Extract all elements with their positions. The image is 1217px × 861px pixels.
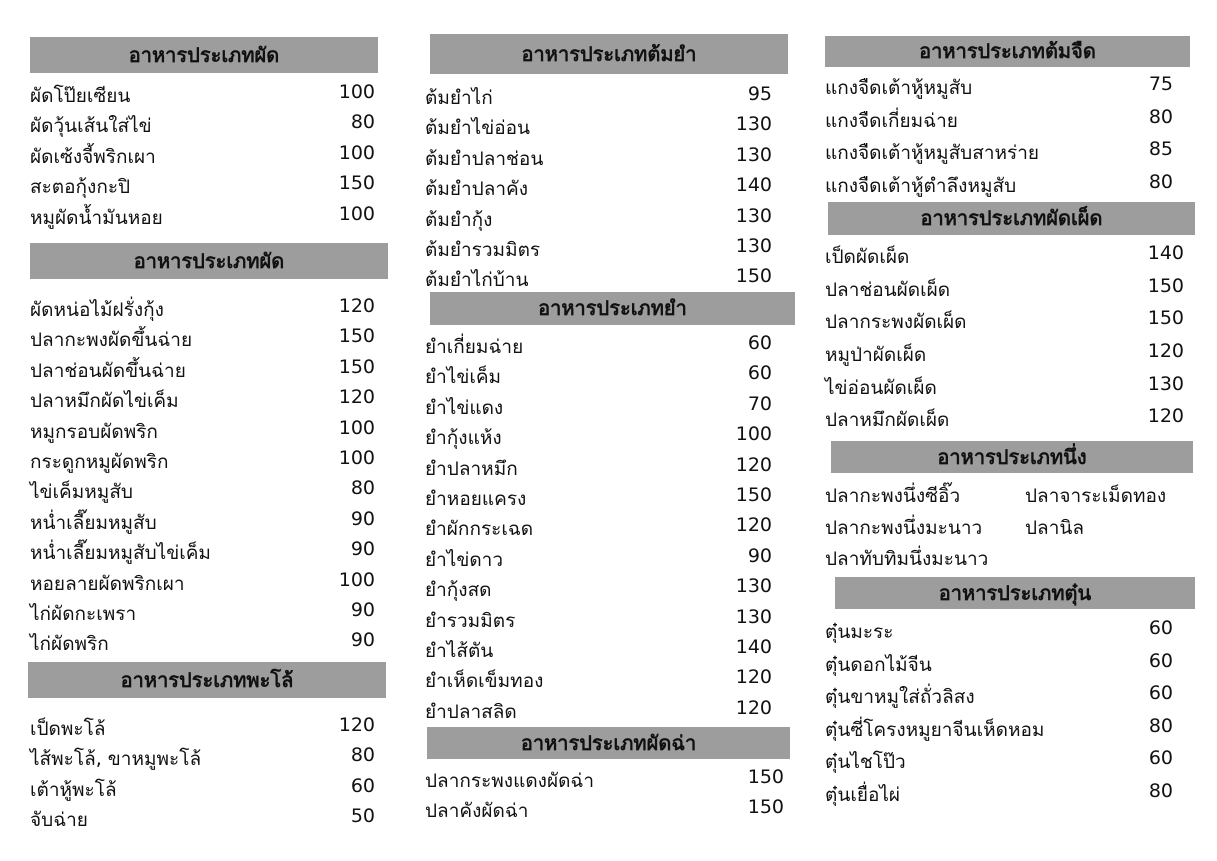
menu-item: [30, 565, 375, 595]
menu-item: [30, 321, 375, 351]
menu-item: [825, 477, 1185, 509]
menu-item: [825, 271, 1184, 304]
item-price: 80: [1148, 170, 1173, 193]
item-price: 80: [1148, 105, 1173, 128]
item-price: 100: [338, 81, 375, 103]
menu-item: [30, 595, 375, 625]
item-price: 80: [1148, 779, 1173, 802]
menu-item: [825, 711, 1173, 744]
menu-item: [825, 540, 1185, 572]
item-name: เป็ดผัดเผ็ด: [825, 246, 910, 268]
item-name: ตุ๋นขาหมูใส่ถั่วลิสง: [825, 686, 975, 709]
item-price: 150: [735, 265, 772, 288]
menu-item: [30, 534, 375, 564]
item-price: 75: [1148, 73, 1173, 95]
item-name: ยำกุ้งแห้ง: [425, 427, 502, 450]
menu-item: [425, 328, 772, 358]
item-name: ปลากระพงผัดเผ็ด: [825, 311, 967, 334]
menu-item: [425, 261, 772, 291]
item-price: 80: [350, 477, 375, 500]
menu-item: [425, 571, 772, 601]
item-name: หน่ำเลี๊ยมหมูสับ: [30, 511, 157, 534]
item-price: 85: [1148, 138, 1173, 160]
section-header: อาหารประเภทยำ: [430, 292, 795, 325]
item-price: 120: [338, 295, 375, 317]
item-price: 150: [747, 796, 784, 819]
menu-item: [425, 419, 772, 449]
item-price: 130: [735, 204, 772, 227]
item-price: 60: [350, 774, 375, 797]
item-name: ตุ๋นเยื่อไผ่: [825, 783, 901, 806]
item-name: ยำไข่แดง: [425, 396, 504, 419]
item-price: 120: [735, 514, 772, 537]
menu-item: [30, 199, 375, 229]
section-header: อาหารประเภทผัดฉ่า: [427, 727, 790, 759]
item-name: หมูป่าผัดเผ็ด: [825, 344, 927, 367]
item-name: ผัดวุ้นเส้นใส่ไข่: [30, 115, 152, 138]
menu-item: [30, 625, 375, 655]
menu-item: [425, 762, 784, 792]
item-name: ไก่ผัดกะเพรา: [30, 602, 137, 625]
item-price: 150: [747, 766, 784, 788]
menu-item: [425, 140, 772, 170]
item-name: ต้มยำไข่อ่อน: [425, 117, 531, 140]
menu-item: [425, 358, 772, 388]
section-header: อาหารประเภทพะโล้: [28, 662, 386, 698]
item-name: ผัดเซ้งจี้พริกเผา: [30, 145, 156, 168]
item-name: ผัดหน่อไม้ฝรั่งกุ้ง: [30, 299, 164, 321]
item-name: ไข่อ่อนผัดเผ็ด: [825, 376, 937, 399]
item-name: ยำกุ้งสด: [425, 579, 492, 602]
item-name: ปลาหมึกผัดเผ็ด: [825, 409, 950, 432]
item-price: 90: [350, 507, 375, 530]
item-name: กระดูกหมูผัดพริก: [30, 450, 169, 473]
item-name: ผัดโป๊ยเซียน: [30, 85, 131, 107]
menu-item: [30, 801, 375, 831]
menu-item: [30, 473, 375, 503]
item-name: ปลาช่อนผัดขึ้นฉ่าย: [30, 359, 186, 382]
item-price: 60: [1148, 747, 1173, 770]
item-price: 120: [338, 386, 375, 409]
menu-item: [825, 369, 1184, 402]
item-price: 120: [338, 714, 375, 736]
item-name: ยำหอยแครง: [425, 487, 527, 510]
section-header: อาหารประเภทผัด: [30, 37, 378, 73]
item-name: สะตอกุ้งกะปิ: [30, 176, 131, 199]
menu-item: [825, 678, 1173, 711]
menu-item: [425, 231, 772, 261]
item-price: 100: [338, 568, 375, 591]
item-price: 100: [338, 416, 375, 439]
section-header: อาหารประเภทตุ๋น: [835, 577, 1195, 609]
menu-item: [825, 509, 1185, 541]
item-price: 120: [735, 453, 772, 476]
menu-item: [30, 710, 375, 740]
menu-item: [825, 238, 1184, 271]
menu-item: [825, 743, 1173, 776]
item-price: 150: [735, 483, 772, 506]
item-name: ต้มยำกุ้ง: [425, 208, 493, 231]
menu-section: [30, 37, 385, 229]
menu-item: [30, 107, 375, 137]
item-name: ต้มยำไก่: [425, 87, 493, 109]
menu-item: [30, 352, 375, 382]
item-name: ปลาช่อนผัดเผ็ด: [825, 278, 951, 301]
item-price: 90: [350, 629, 375, 652]
item-name: ปลาคังผัดฉ่า: [425, 800, 529, 823]
item-name: หมูผัดน้ำมันหอย: [30, 206, 163, 229]
menu-section: [825, 36, 1195, 67]
menu-item: [425, 632, 772, 662]
menu-item: [425, 109, 772, 139]
item-name: ยำผักกระเฉด: [425, 518, 534, 541]
item-price: 60: [747, 362, 772, 385]
item-price: 60: [1148, 682, 1173, 705]
menu-item: [30, 138, 375, 168]
item-name: ตุ๋นมะระ: [825, 621, 894, 643]
item-name: ยำรวมมิตร: [425, 609, 516, 632]
menu-item: [825, 401, 1184, 434]
menu-item: [825, 303, 1184, 336]
section-header: อาหารประเภทผัด: [30, 243, 388, 279]
menu-item: [425, 79, 772, 109]
item-name: เต้าหู้พะโล้: [30, 778, 117, 801]
item-name: ปลานิล: [1025, 516, 1085, 539]
item-price: 150: [338, 355, 375, 378]
item-price: 140: [1147, 242, 1184, 264]
menu-item: [30, 504, 375, 534]
item-name: หน่ำเลี๊ยมหมูสับไข่เค็ม: [30, 542, 211, 565]
item-name: ตุ๋นดอกไม้จีน: [825, 653, 932, 676]
menu-item: [425, 201, 772, 231]
menu-item: [30, 740, 375, 770]
menu-section: [835, 577, 1195, 609]
item-name: ยำไส้ตัน: [425, 639, 494, 662]
item-price: 130: [1147, 372, 1184, 395]
item-price: 150: [1147, 274, 1184, 297]
item-price: 140: [735, 635, 772, 658]
item-name: ยำเกี่ยมฉ่าย: [425, 336, 524, 358]
item-price: 60: [747, 332, 772, 354]
menu-item: [825, 646, 1173, 679]
item-name: แกงจืดเต้าหู้หมูสับสาหร่าย: [825, 142, 1040, 164]
menu-item: [825, 336, 1184, 369]
item-name: ยำปลาสลิด: [425, 700, 517, 723]
menu-item: [825, 134, 1173, 167]
menu-item: [30, 382, 375, 412]
item-price: 100: [338, 141, 375, 164]
item-price: 60: [1148, 649, 1173, 672]
item-price: 130: [735, 234, 772, 257]
menu-section: [831, 441, 1195, 473]
item-price: 80: [350, 111, 375, 134]
menu-item: [425, 693, 772, 723]
item-name: หมูกรอบผัดพริก: [30, 420, 158, 443]
item-price: 70: [747, 392, 772, 415]
menu-item: [425, 602, 772, 632]
item-name: ยำเห็ดเข็มทอง: [425, 670, 544, 693]
item-name: แกงจืดเต้าหู้หมูสับ: [825, 77, 973, 99]
item-price: 90: [350, 538, 375, 561]
menu-section: [430, 34, 795, 74]
item-name: ไข่เค็มหมูสับ: [30, 481, 133, 504]
menu-item: [30, 77, 375, 107]
menu-item: [425, 450, 772, 480]
item-price: 90: [350, 598, 375, 621]
item-price: 120: [1147, 340, 1184, 363]
item-price: 95: [747, 83, 772, 105]
item-name: ปลาจาระเม็ดทอง: [1025, 485, 1167, 507]
menu-item: [30, 413, 375, 443]
menu-item: [425, 792, 784, 822]
item-name: ตุ๋นไชโป๊ว: [825, 751, 906, 774]
item-price: 150: [338, 325, 375, 348]
menu-item: [425, 480, 772, 510]
item-price: 150: [1147, 307, 1184, 330]
item-name: ไก่ผัดพริก: [30, 633, 109, 656]
item-name: แกงจืดเกี่ยมฉ่าย: [825, 109, 958, 132]
section-header: อาหารประเภทผัดเผ็ด: [828, 202, 1195, 235]
menu-item: [825, 167, 1173, 200]
item-price: 60: [1148, 617, 1173, 639]
menu-section: [430, 292, 795, 325]
section-header: อาหารประเภทนึ่ง: [831, 441, 1193, 473]
item-name: จับฉ่าย: [30, 809, 88, 832]
item-name: ปลาหมึกผัดไข่เค็ม: [30, 390, 179, 413]
item-name: ตุ๋นซี่โครงหมูยาจีนเห็ดหอม: [825, 718, 1045, 741]
item-price: 120: [735, 696, 772, 719]
item-name: ยำปลาหมึก: [425, 457, 518, 480]
menu-section: [427, 727, 795, 759]
item-price: 150: [338, 172, 375, 195]
menu-item: [425, 541, 772, 571]
item-price: 80: [1148, 714, 1173, 737]
menu-item: [825, 776, 1173, 809]
item-price: 120: [1147, 405, 1184, 428]
menu-item: [425, 389, 772, 419]
item-name: เป็ดพะโล้: [30, 718, 106, 740]
item-name: ต้มยำปลาคัง: [425, 178, 529, 201]
menu-item: [30, 168, 375, 198]
item-price: 100: [338, 446, 375, 469]
item-price: 120: [735, 666, 772, 689]
item-name: ยำไข่เค็ม: [425, 366, 502, 389]
item-name: ยำไข่ดาว: [425, 548, 504, 571]
menu-item: [30, 291, 375, 321]
item-name: ปลาทับทิมนึ่งมะนาว: [825, 548, 989, 570]
item-price: 50: [350, 805, 375, 828]
menu-item: [425, 510, 772, 540]
menu-item: [825, 102, 1173, 135]
menu-item: [425, 662, 772, 692]
item-name: ต้มยำรวมมิตร: [425, 238, 541, 261]
item-name: ปลากะพงผัดขึ้นฉ่าย: [30, 329, 193, 352]
item-name: ปลากระพงแดงผัดฉ่า: [425, 770, 595, 792]
item-name: ไส้พะโล้, ขาหมูพะโล้: [30, 748, 202, 771]
item-name: แกงจืดเต้าหู้ตำลึงหมูสับ: [825, 174, 1017, 197]
menu-section: [828, 202, 1195, 235]
menu-item: [825, 69, 1173, 102]
item-price: 130: [735, 143, 772, 166]
item-name: หอยลายผัดพริกเผา: [30, 572, 185, 595]
item-price: 140: [735, 174, 772, 197]
item-price: 130: [735, 605, 772, 628]
item-price: 80: [350, 744, 375, 767]
item-name: ปลากะพงนึ่งซีอิ๊ว: [825, 485, 961, 507]
item-price: 90: [747, 544, 772, 567]
menu-item: [825, 613, 1173, 646]
item-price: 130: [735, 575, 772, 598]
item-price: 130: [735, 113, 772, 136]
menu-item: [425, 170, 772, 200]
item-name: ต้มยำไก่บ้าน: [425, 269, 529, 292]
menu-section: [30, 243, 385, 656]
item-name: ปลากะพงนึ่งมะนาว: [825, 516, 983, 539]
section-header: อาหารประเภทต้มจืด: [825, 36, 1190, 67]
item-price: 100: [735, 423, 772, 446]
item-name: ต้มยำปลาช่อน: [425, 147, 544, 170]
menu-section: [28, 662, 385, 832]
section-header: อาหารประเภทต้มยำ: [430, 34, 788, 74]
item-price: 100: [338, 202, 375, 225]
menu-item: [30, 443, 375, 473]
menu-item: [30, 771, 375, 801]
